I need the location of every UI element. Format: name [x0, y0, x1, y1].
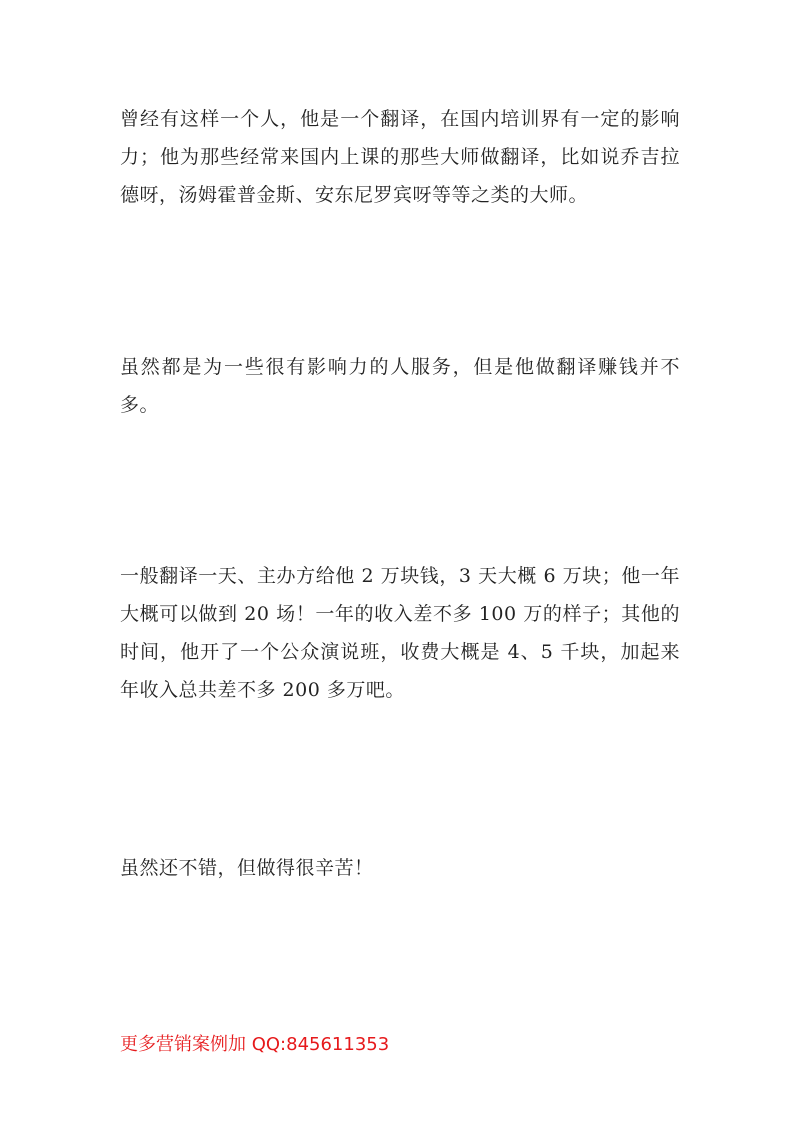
paragraph-hard-work: 虽然还不错，但做得很辛苦！	[120, 857, 374, 879]
paragraph-income-details: 一般翻译一天、主办方给他 2 万块钱，3 天大概 6 万块；他一年大概可以做到 20 场！一年的收入差不多 100 万的样子；其他的时间，他开了一个公众演说班，收费大概是 4、5 千块，加起来年收入总共差不多 200 多万吧。	[120, 565, 680, 701]
footer-contact-note: 更多营销案例加 QQ:845611353	[120, 1034, 390, 1055]
paragraph-translator-intro: 曾经有这样一个人，他是一个翻译，在国内培训界有一定的影响力；他为那些经常来国内上课的那些大师做翻译，比如说乔吉拉德呀，汤姆霍普金斯、安东尼罗宾呀等等之类的大师。	[120, 108, 680, 206]
paragraph-service-income: 虽然都是为一些很有影响力的人服务，但是他做翻译赚钱并不多。	[120, 356, 680, 416]
